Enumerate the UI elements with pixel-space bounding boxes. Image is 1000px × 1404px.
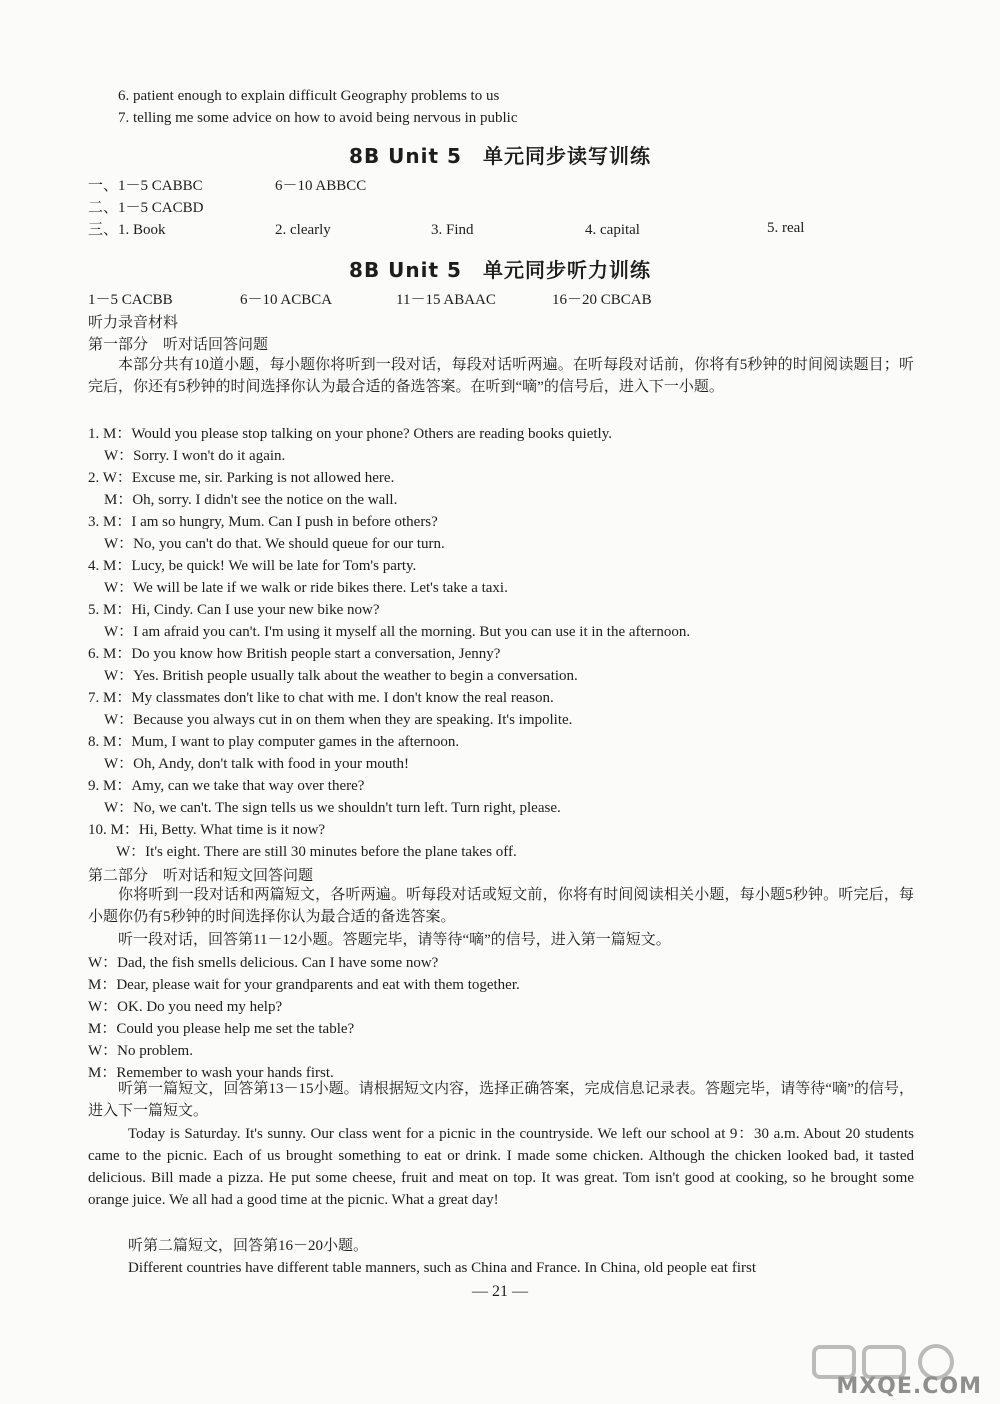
dialogue2-line: M：Could you please help me set the table? [88, 1021, 355, 1037]
dialogue-line: 2. W：Excuse me, sir. Parking is not allowed here. [88, 470, 395, 486]
dialogue-line: W：It's eight. There are still 30 minutes before the plane takes off. [116, 844, 517, 860]
dialogue-line: W：We will be late if we walk or ride bikes there. Let's take a taxi. [104, 580, 508, 596]
text-line: 6. patient enough to explain difficult Geography problems to us [118, 88, 500, 104]
dialogue-line: 10. M：Hi, Betty. What time is it now? [88, 822, 326, 838]
passage1-intro: 听第一篇短文，回答第13－15小题。请根据短文内容，选择正确答案，完成信息记录表。答题完毕，请等待“嘀”的信号，进入下一篇短文。 [88, 1081, 914, 1119]
section-title-listening: 8B Unit 5 单元同步听力训练 [349, 258, 651, 282]
dialogue2-line: M：Remember to wash your hands first. [88, 1065, 334, 1081]
part2-title: 第二部分 听对话和短文回答问题 [88, 868, 314, 884]
dialogue-line: M：Oh, sorry. I didn't see the notice on the wall. [104, 492, 398, 508]
dialogue-line: W：Yes. British people usually talk about the weather to begin a conversation. [104, 668, 578, 684]
answer-row-3b: 2. clearly [275, 222, 331, 238]
part1-instructions: 本部分共有10道小题，每小题你将听到一段对话，每段对话听两遍。在听每段对话前，你将有5秒钟的时间阅读题目；听完后，你还有5秒钟的时间选择你认为最合适的备选答案。在听到“嘀”的信号后，进入下一小题。 [88, 357, 914, 395]
listening-answers-3: 11－15 ABAAC [396, 292, 496, 308]
material-label: 听力录音材料 [88, 315, 179, 331]
dialogue2-line: M：Dear, please wait for your grandparents and eat with them together. [88, 977, 520, 993]
dialogue2-line: W：No problem. [88, 1043, 193, 1059]
answer-row-3a: 三、1. Book [88, 222, 166, 238]
dialogue-line: 1. M：Would you please stop talking on your phone? Others are reading books quietly. [88, 426, 612, 442]
answer-row-3d: 4. capital [585, 222, 640, 238]
dialogue-line: 5. M：Hi, Cindy. Can I use your new bike now? [88, 602, 380, 618]
dialogue-line: 3. M：I am so hungry, Mum. Can I push in before others? [88, 514, 438, 530]
dialogue-line: 8. M：Mum, I want to play computer games in the afternoon. [88, 734, 460, 750]
dialogue2-line: W：Dad, the fish smells delicious. Can I have some now? [88, 955, 439, 971]
passage2-intro: 听第二篇短文，回答第16－20小题。 [128, 1238, 369, 1254]
listening-answers-2: 6－10 ACBCA [240, 292, 333, 308]
dialogue-line: 7. M：My classmates don't like to chat with me. I don't know the real reason. [88, 690, 554, 706]
watermark-text: MXQE.COM [836, 1374, 982, 1399]
dialogue-line: W：Because you always cut in on them when they are speaking. It's impolite. [104, 712, 573, 728]
dialogue-line: W：Sorry. I won't do it again. [104, 448, 286, 464]
section-title-reading-writing: 8B Unit 5 单元同步读写训练 [349, 144, 651, 168]
answer-row-1b: 6－10 ABBCC [275, 178, 367, 194]
dialogue-line: 9. M：Amy, can we take that way over there? [88, 778, 365, 794]
dialogue-line: W：Oh, Andy, don't talk with food in your mouth! [104, 756, 410, 772]
part1-title: 第一部分 听对话回答问题 [88, 337, 269, 353]
dialogue-line: W：No, we can't. The sign tells us we shouldn't turn left. Turn right, please. [104, 800, 561, 816]
listening-answers-1: 1－5 CACBB [88, 292, 173, 308]
answer-row-3e: 5. real [767, 220, 805, 236]
page-number: — 21 — [472, 1283, 528, 1300]
dialogue-intro: 听一段对话，回答第11－12小题。答题完毕，请等待“嘀”的信号，进入第一篇短文。 [118, 932, 671, 948]
answer-row-2a: 二、1－5 CACBD [88, 200, 204, 216]
answer-row-3c: 3. Find [431, 222, 474, 238]
answer-row-1a: 一、1－5 CABBC [88, 178, 203, 194]
listening-answers-4: 16－20 CBCAB [552, 292, 652, 308]
passage1-text: Today is Saturday. It's sunny. Our class went for a picnic in the countryside. We left our school at 9：30 a.m. About 20 students came to the picnic. Each of us brought something to eat or drink. I made some chicken. Although the chicken looked bad, it tasted delicious. Bill made a pizza. He put some cheese, fruit and meat on top. It was great. Tom isn't good at cooking, so he brought some orange juice. We all had a good time at the picnic. What a great day! [88, 1126, 914, 1208]
dialogue2-line: W：OK. Do you need my help? [88, 999, 283, 1015]
dialogue-line: W：No, you can't do that. We should queue for our turn. [104, 536, 445, 552]
text-line: 7. telling me some advice on how to avoid being nervous in public [118, 110, 518, 126]
dialogue-line: 4. M：Lucy, be quick! We will be late for Tom's party. [88, 558, 417, 574]
passage2-text: Different countries have different table manners, such as China and France. In China, old people eat first [128, 1260, 756, 1276]
part2-instructions: 你将听到一段对话和两篇短文，各听两遍。听每段对话或短文前，你将有时间阅读相关小题，每小题5秒钟。听完后，每小题你仍有5秒钟的时间选择你认为最合适的备选答案。 [88, 887, 914, 925]
dialogue-line: 6. M：Do you know how British people start a conversation, Jenny? [88, 646, 501, 662]
dialogue-line: W：I am afraid you can't. I'm using it myself all the morning. But you can use it in the afternoon. [104, 624, 691, 640]
